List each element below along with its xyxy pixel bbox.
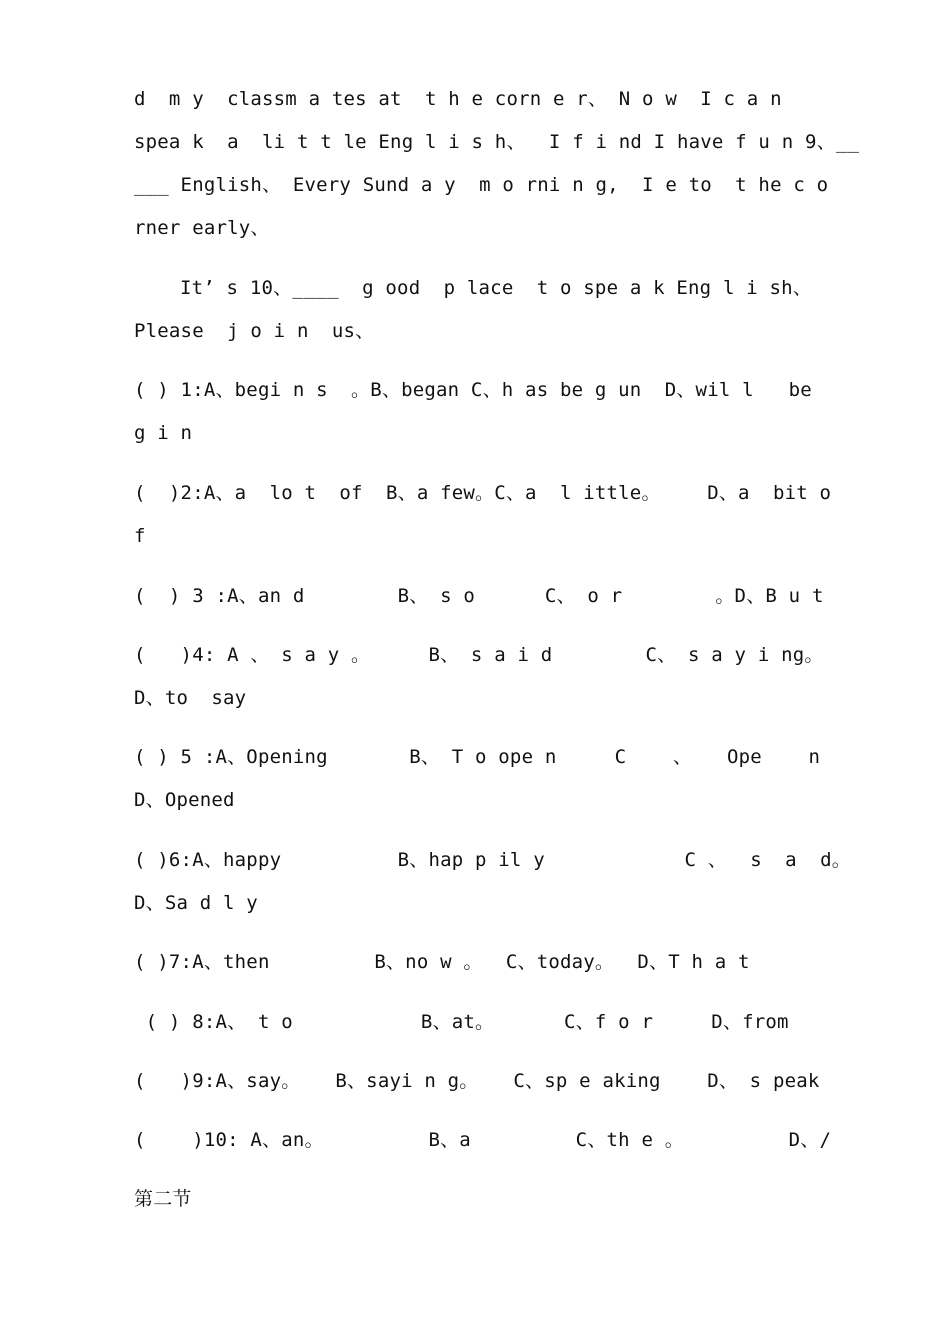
- question-3: ( ) 3 :A、an d B、 s o C、 o r 。D、B u t: [134, 585, 824, 607]
- passage-line-3: ___ English、 Every Sund a y m o rni n g, I e to t he c o: [134, 174, 829, 196]
- question-5-line-2: D、Opened: [134, 789, 235, 811]
- question-2-line-1: ( )2:A、a lo t of B、a few。C、a l ittle。 D、a bit o: [134, 482, 832, 504]
- question-4-line-2: D、to say: [134, 687, 247, 709]
- question-9: ( )9:A、say。 B、sayi n g。 C、sp e aking D、 s peak: [134, 1070, 820, 1092]
- passage-line-1: d m y classm a tes at t h e corn e r、 N o w I c a n: [134, 88, 782, 110]
- question-5-line-1: ( ) 5 :A、Opening B、 T o ope n C 、 Ope n: [134, 746, 821, 768]
- question-2-line-2: f: [134, 525, 146, 547]
- passage-line-5: It’ s 10、____ g ood p lace t o spe a k Eng l i sh、: [180, 277, 812, 299]
- question-1-line-2: g i n: [134, 422, 193, 444]
- question-1-line-1: ( ) 1:A、begi n s 。B、began C、h as be g un D、wil l be: [134, 379, 812, 401]
- question-6-line-2: D、Sa d l y: [134, 892, 258, 914]
- question-4-line-1: ( )4: A 、 s a y 。 B、 s a i d C、 s a y i ng。: [134, 644, 824, 666]
- question-10: ( )10: A、an。 B、a C、th e 。 D、/: [134, 1129, 832, 1151]
- question-8: ( ) 8:A、 t o B、at。 C、f o r D、from: [134, 1011, 789, 1033]
- passage-line-4: rner early、: [134, 217, 270, 239]
- passage-line-2: spea k a li t t le Eng l i s h、 I f i nd I have f u n 9、__: [134, 131, 860, 153]
- question-7: ( )7:A、then B、no w 。 C、today。 D、T h a t: [134, 951, 750, 973]
- section-heading: 第二节: [134, 1188, 192, 1210]
- passage-line-6: Please j o i n us、: [134, 320, 375, 342]
- question-6-line-1: ( )6:A、happy B、hap p il y C 、 s a d。: [134, 849, 851, 871]
